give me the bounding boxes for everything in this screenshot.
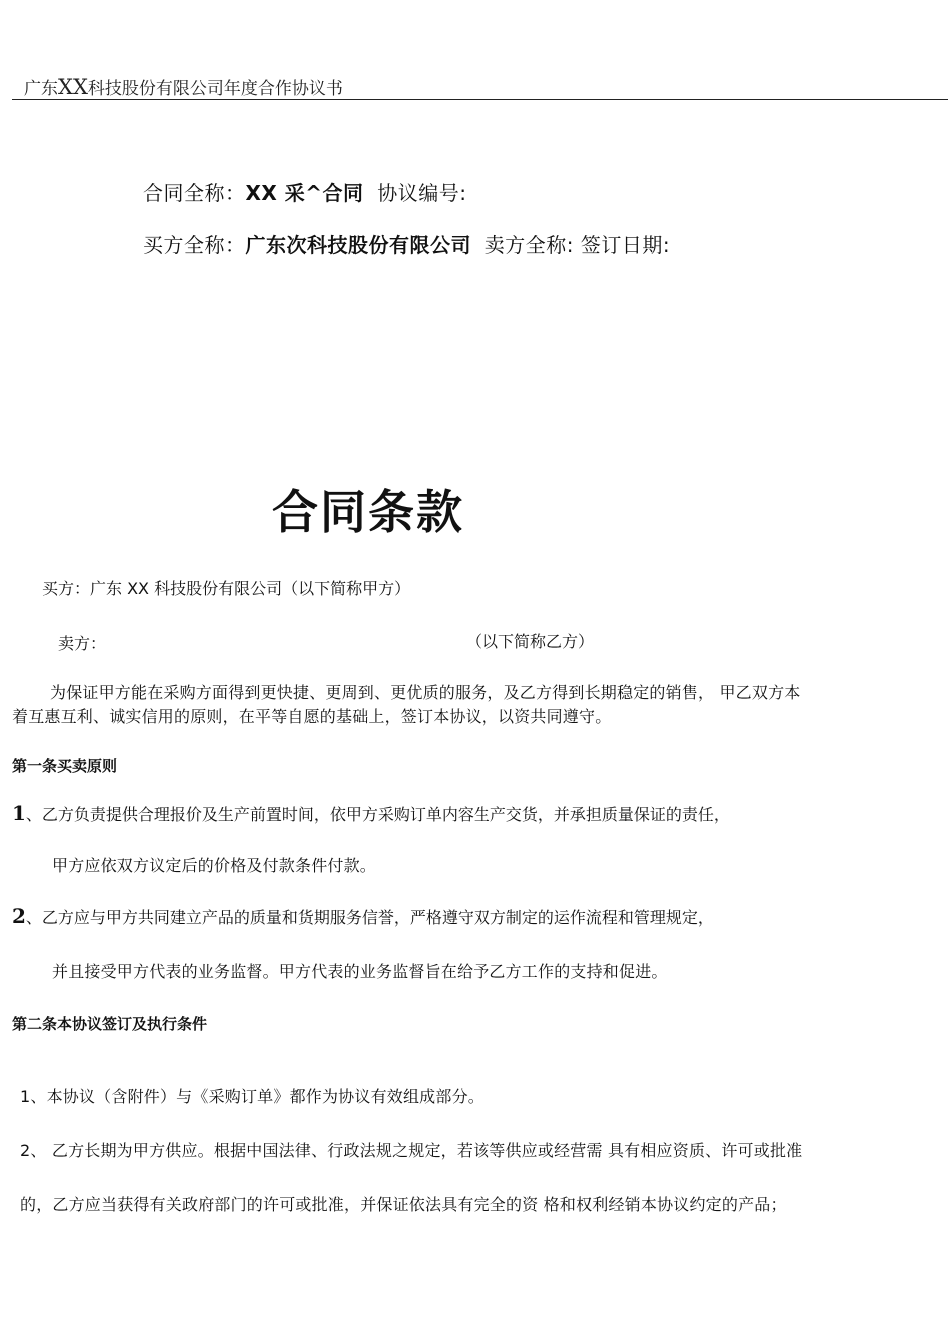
header-company-code: XX [58, 75, 88, 99]
article-1-item-1 [12, 801, 730, 825]
item-text: 、乙方应与甲方共同建立产品的质量和货期服务信誉，严格遵守双方制定的运作流程和管理规定， [25, 908, 714, 927]
article-1-item-2 [12, 904, 714, 928]
article-2-item-2-cont: 的，乙方应当获得有关政府部门的许可或批准，并保证依法具有完全的资 格和权利经销本协议约定的产品； [20, 1195, 787, 1214]
preamble-line-2: 着互惠互利、诚实信用的原则，在平等自愿的基础上，签订本协议，以资共同遵守。 [12, 707, 612, 726]
article-1-item-2-cont: 并且接受甲方代表的业务监督。甲方代表的业务监督旨在给予乙方工作的支持和促进。 [52, 962, 668, 981]
contract-name-label: 合同全称： [143, 181, 246, 205]
header-prefix: 广东 [24, 79, 58, 99]
document-header [24, 74, 343, 99]
seller-date-labels: 卖方全称: 签订日期: [484, 233, 671, 257]
buyer-name-line [143, 229, 670, 258]
item-number: 1 [12, 801, 26, 825]
header-divider [12, 99, 948, 100]
buyer-name-value: 广东次科技股份有限公司 [245, 233, 471, 257]
agreement-number-label: 协议编号: [377, 181, 467, 205]
page-title: 合同条款 [272, 485, 464, 539]
contract-name-line [143, 177, 467, 206]
contract-name-value: XX 采^合同 [245, 181, 364, 205]
header-suffix: 科技股份有限公司年度合作协议书 [87, 79, 343, 99]
article-2-item-1: 1、本协议（含附件）与《采购订单》都作为协议有效组成部分。 [20, 1087, 484, 1106]
item-number: 2 [12, 904, 26, 928]
item-text: 、乙方负责提供合理报价及生产前置时间，依甲方采购订单内容生产交货，并承担质量保证的责任， [25, 805, 730, 824]
seller-party-note: （以下简称乙方） [466, 632, 595, 651]
buyer-name-label: 买方全称： [143, 233, 246, 257]
article-1-item-1-cont: 甲方应依双方议定后的价格及付款条件付款。 [52, 856, 377, 875]
seller-party-label: 卖方： [58, 634, 107, 653]
article-1-title: 第一条买卖原则 [12, 757, 118, 775]
buyer-party: 买方：广东 XX 科技股份有限公司（以下简称甲方） [42, 579, 411, 598]
preamble-line-1: 为保证甲方能在采购方面得到更快捷、更周到、更优质的服务，及乙方得到长期稳定的销售， 甲乙双方本 [50, 683, 801, 702]
article-2-item-2: 2、 乙方长期为甲方供应。根据中国法律、行政法规之规定，若该等供应或经营需 具有相应资质、许可或批准 [20, 1141, 803, 1160]
article-2-title: 第二条本协议签订及执行条件 [12, 1015, 208, 1033]
